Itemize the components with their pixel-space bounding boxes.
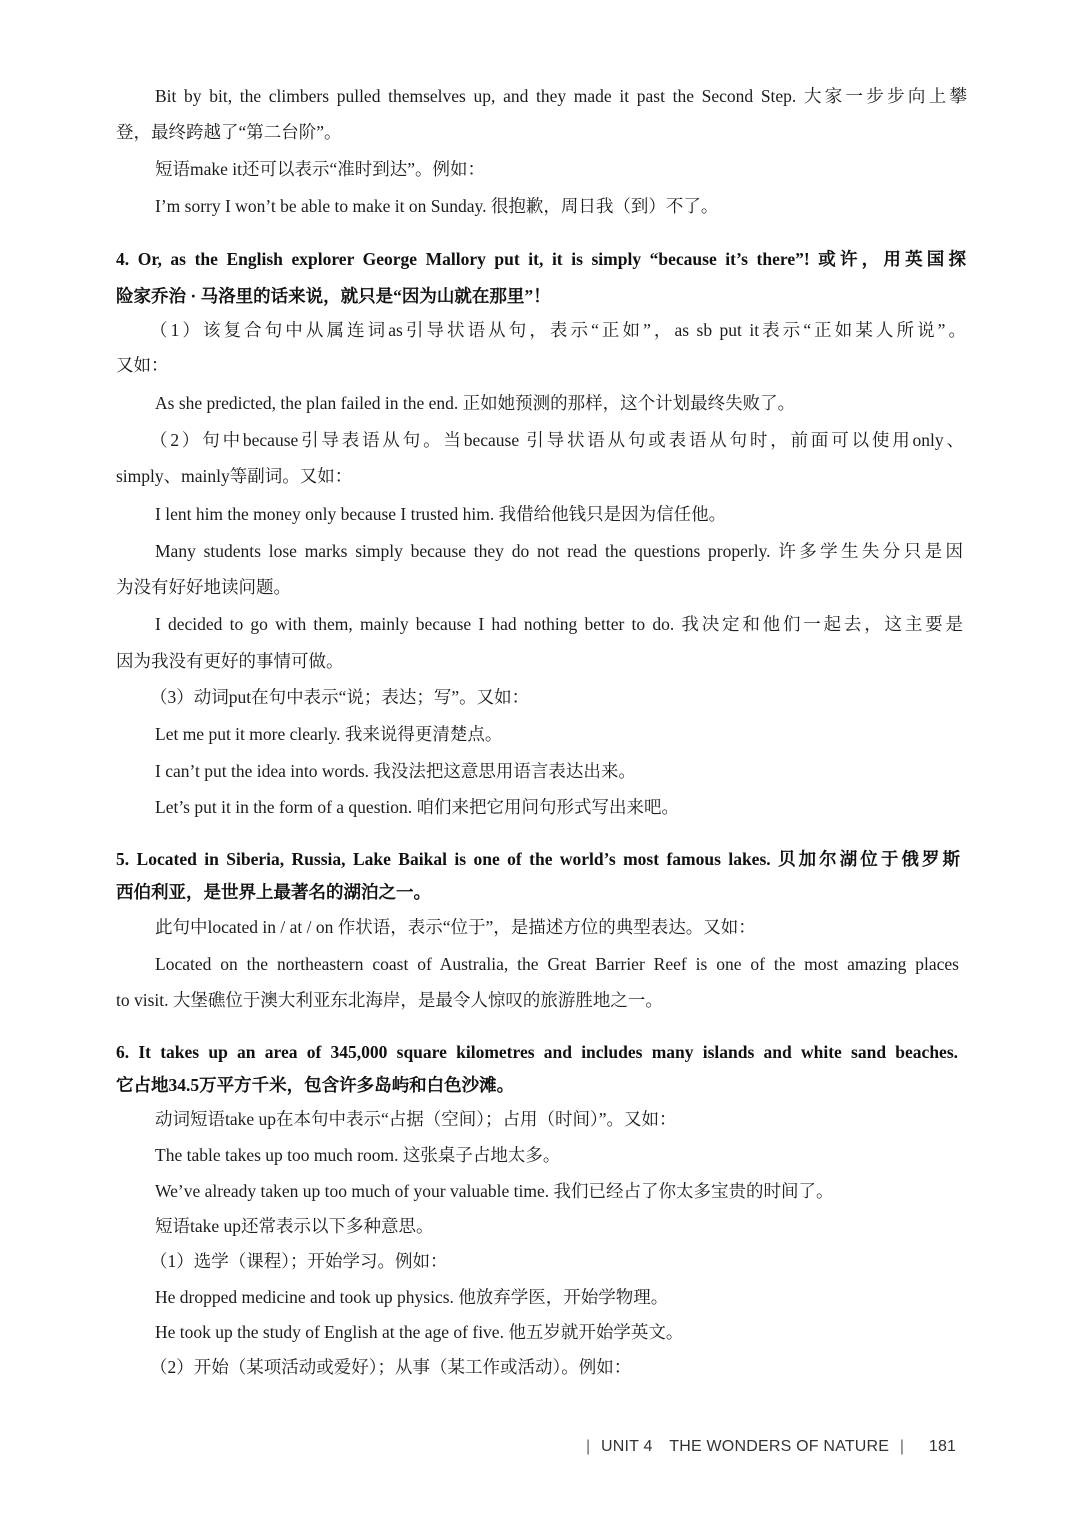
section-6-heading-continued: 它占地34.5万平方千米，包含许多岛屿和白色沙滩。 (116, 1075, 515, 1095)
example-sentence: I can’t put the idea into words. 我没法把这意思用语言表达出来。 (155, 761, 636, 781)
explanation-text: 短语make it还可以表示“准时到达”。例如： (155, 159, 486, 179)
example-sentence: Bit by bit, the climbers pulled themselves up, and they made it past the Second Step. 大家一步步向上攀 (155, 86, 967, 106)
footer-unit-title: THE WONDERS OF NATURE (669, 1438, 890, 1455)
example-sentence: Many students lose marks simply because they do not read the questions properly. 许多学生失分只是因 (155, 541, 963, 561)
example-sentence-continued: 登，最终跨越了“第二台阶”。 (116, 122, 342, 142)
explanation-point-1-continued: 又如： (116, 355, 169, 375)
section-4-heading-continued: 险家乔治 · 马洛里的话来说，就只是“因为山就在那里”！ (116, 286, 551, 306)
example-sentence: Located on the northeastern coast of Australia, the Great Barrier Reef is one of the most amazing places (155, 954, 959, 974)
section-5-heading: 5. Located in Siberia, Russia, Lake Baikal is one of the world’s most famous lakes. 贝加尔湖位于俄罗斯 (116, 849, 960, 869)
example-sentence: He took up the study of English at the age of five. 他五岁就开始学英文。 (155, 1322, 684, 1342)
example-sentence-continued: 为没有好好地读问题。 (116, 577, 291, 597)
explanation-point-2: （2）句中because引导表语从句。当because 引导状语从句或表语从句时，前面可以使用only、 (150, 430, 964, 450)
explanation-point-2-continued: simply、mainly等副词。又如： (116, 466, 353, 486)
footer-separator: | (586, 1438, 591, 1455)
explanation-text: 动词短语take up在本句中表示“占据（空间）；占用（时间）”。又如： (155, 1109, 677, 1129)
explanation-point-1: （1）该复合句中从属连词as引导状语从句，表示“正如”，as sb put it表示“正如某人所说”。 (150, 320, 966, 340)
example-sentence: We’ve already taken up too much of your valuable time. 我们已经占了你太多宝贵的时间了。 (155, 1181, 834, 1201)
page-footer (580, 1438, 956, 1456)
explanation-text: 短语take up还常表示以下多种意思。 (155, 1216, 434, 1236)
example-sentence: Let me put it more clearly. 我来说得更清楚点。 (155, 724, 503, 744)
example-sentence: As she predicted, the plan failed in the end. 正如她预测的那样，这个计划最终失败了。 (155, 393, 796, 413)
explanation-point-3: （3）动词put在句中表示“说；表达；写”。又如： (150, 687, 530, 707)
example-sentence: I decided to go with them, mainly because I had nothing better to do. 我决定和他们一起去，这主要是 (155, 614, 963, 634)
footer-separator: | (899, 1438, 905, 1455)
explanation-text: 此句中located in / at / on 作状语，表示“位于”，是描述方位的典型表达。又如： (155, 917, 756, 937)
section-4-heading: 4. Or, as the English explorer George Mallory put it, it is simply “because it’s there”! 或许，用英国探 (116, 249, 966, 269)
example-sentence: Let’s put it in the form of a question. 咱们来把它用问句形式写出来吧。 (155, 797, 679, 817)
example-sentence-continued: to visit. 大堡礁位于澳大利亚东北海岸，是最令人惊叹的旅游胜地之一。 (116, 990, 663, 1010)
page-number: 181 (928, 1438, 957, 1455)
section-5-heading-continued: 西伯利亚，是世界上最著名的湖泊之一。 (116, 882, 431, 902)
footer-unit: UNIT 4 (601, 1438, 653, 1455)
explanation-point-1: （1）选学（课程）；开始学习。例如： (150, 1251, 448, 1271)
section-6-heading: 6. It takes up an area of 345,000 square kilometres and includes many islands and white sand beaches. (116, 1042, 958, 1062)
example-sentence-continued: 因为我没有更好的事情可做。 (116, 651, 344, 671)
example-sentence: He dropped medicine and took up physics. 他放弃学医，开始学物理。 (155, 1287, 669, 1307)
example-sentence: The table takes up too much room. 这张桌子占地太多。 (155, 1145, 561, 1165)
example-sentence: I lent him the money only because I trusted him. 我借给他钱只是因为信任他。 (155, 504, 727, 524)
explanation-point-2: （2）开始（某项活动或爱好）；从事（某工作或活动）。例如： (150, 1357, 632, 1377)
example-sentence: I’m sorry I won’t be able to make it on Sunday. 很抱歉，周日我（到）不了。 (155, 196, 719, 216)
